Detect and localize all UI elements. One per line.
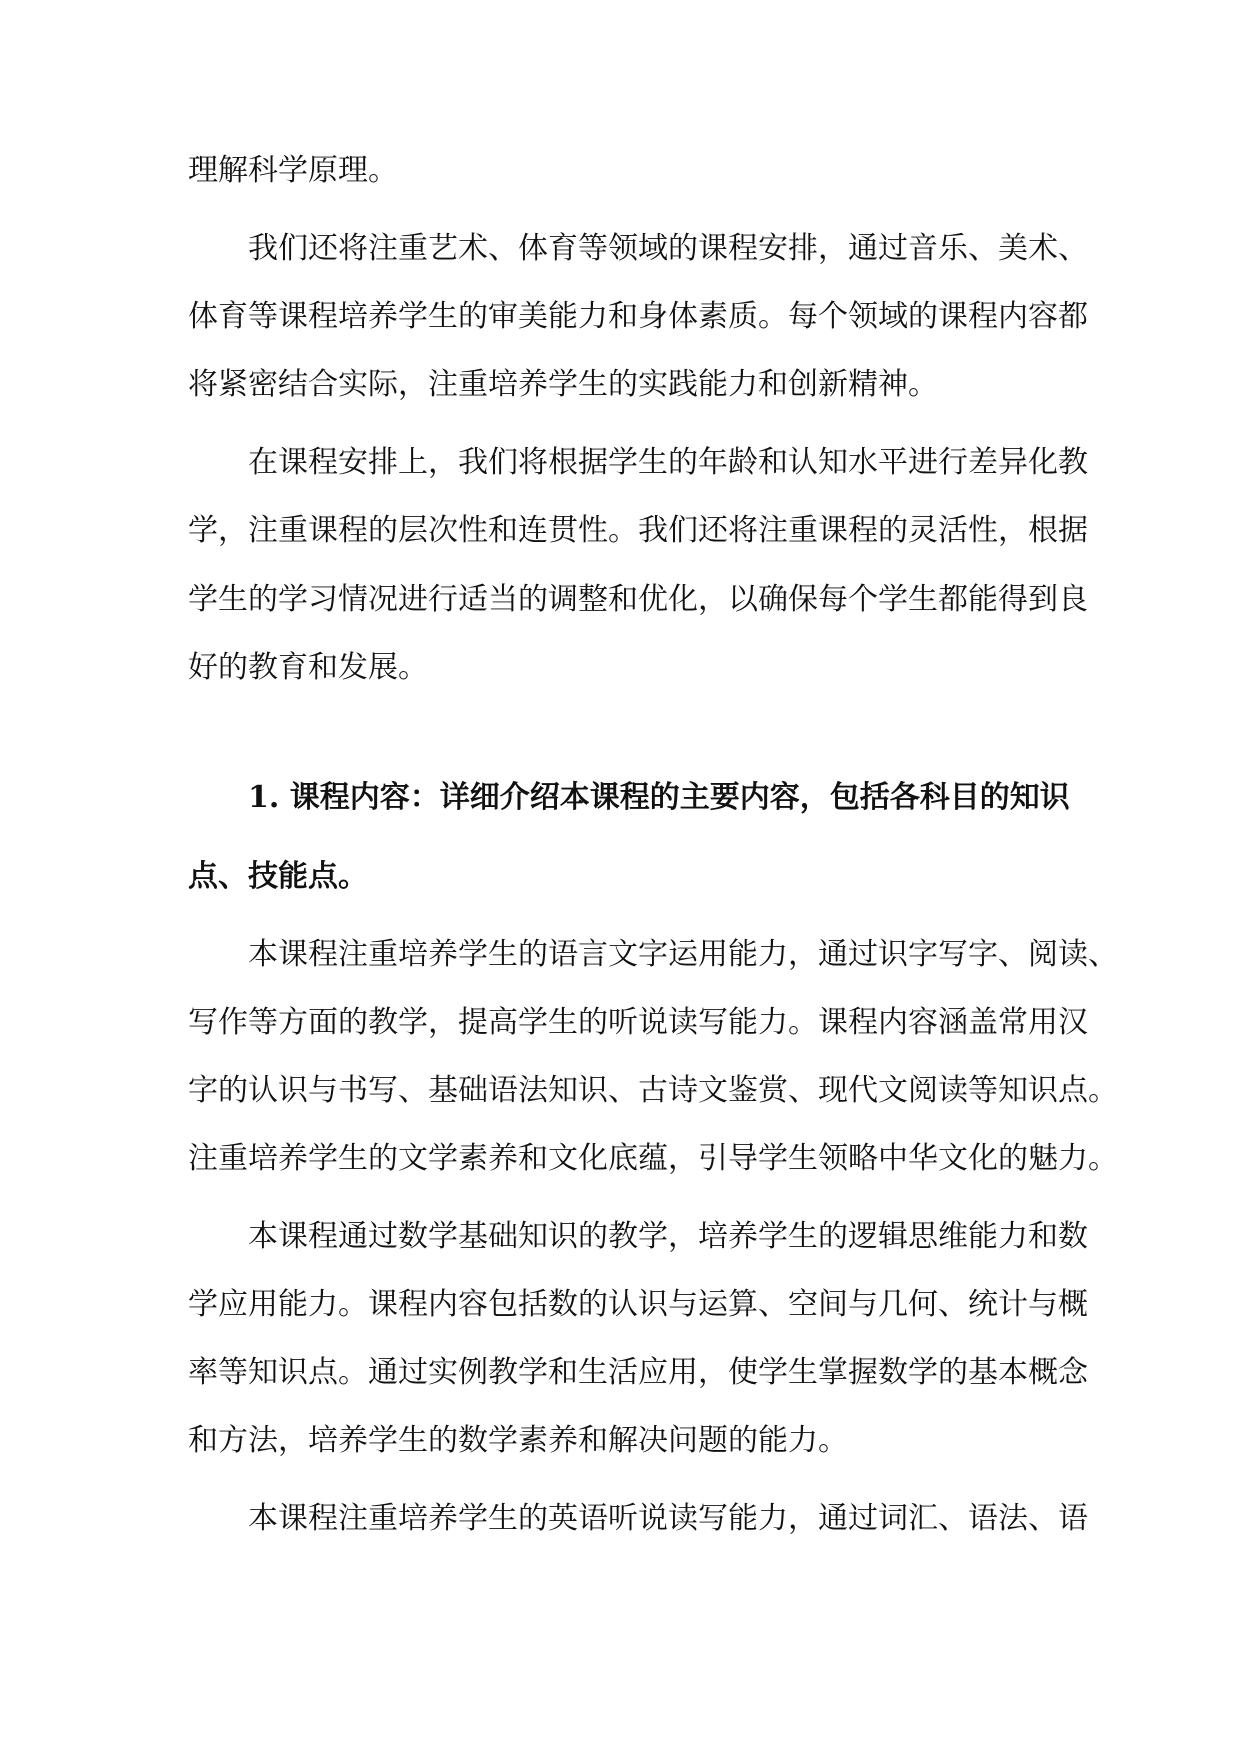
paragraph-line: 我们还将注重艺术、体育等领域的课程安排，通过音乐、美术、: [248, 231, 1088, 266]
paragraph-line: 本课程注重培养学生的语言文字运用能力，通过识字写字、阅读、: [248, 937, 1118, 972]
paragraph-line: 学应用能力。课程内容包括数的认识与运算、空间与几何、统计与概: [188, 1287, 1088, 1322]
paragraph-line: 理解科学原理。: [188, 153, 398, 188]
paragraph-line: 和方法，培养学生的数学素养和解决问题的能力。: [188, 1423, 848, 1458]
paragraph-line: 本课程注重培养学生的英语听说读写能力，通过词汇、语法、语: [248, 1501, 1088, 1536]
paragraph-line: 率等知识点。通过实例教学和生活应用，使学生掌握数学的基本概念: [188, 1355, 1088, 1390]
paragraph-line: 写作等方面的教学，提高学生的听说读写能力。课程内容涵盖常用汉: [188, 1005, 1088, 1040]
paragraph-line: 字的认识与书写、基础语法知识、古诗文鉴赏、现代文阅读等知识点。: [188, 1073, 1118, 1108]
paragraph-line: 学，注重课程的层次性和连贯性。我们还将注重课程的灵活性，根据: [188, 513, 1088, 548]
paragraph-line: 本课程通过数学基础知识的教学，培养学生的逻辑思维能力和数: [248, 1219, 1088, 1254]
section-heading-continuation: 点、技能点。: [188, 859, 368, 894]
paragraph-line: 将紧密结合实际，注重培养学生的实践能力和创新精神。: [188, 367, 938, 402]
paragraph-line: 好的教育和发展。: [188, 650, 428, 685]
paragraph-line: 在课程安排上，我们将根据学生的年龄和认知水平进行差异化教: [248, 445, 1088, 480]
section-heading: 1. 课程内容：详细介绍本课程的主要内容，包括各科目的知识: [248, 780, 1070, 815]
paragraph-line: 体育等课程培养学生的审美能力和身体素质。每个领域的课程内容都: [188, 299, 1088, 334]
paragraph-line: 学生的学习情况进行适当的调整和优化，以确保每个学生都能得到良: [188, 582, 1088, 617]
paragraph-line: 注重培养学生的文学素养和文化底蕴，引导学生领略中华文化的魅力。: [188, 1141, 1118, 1176]
